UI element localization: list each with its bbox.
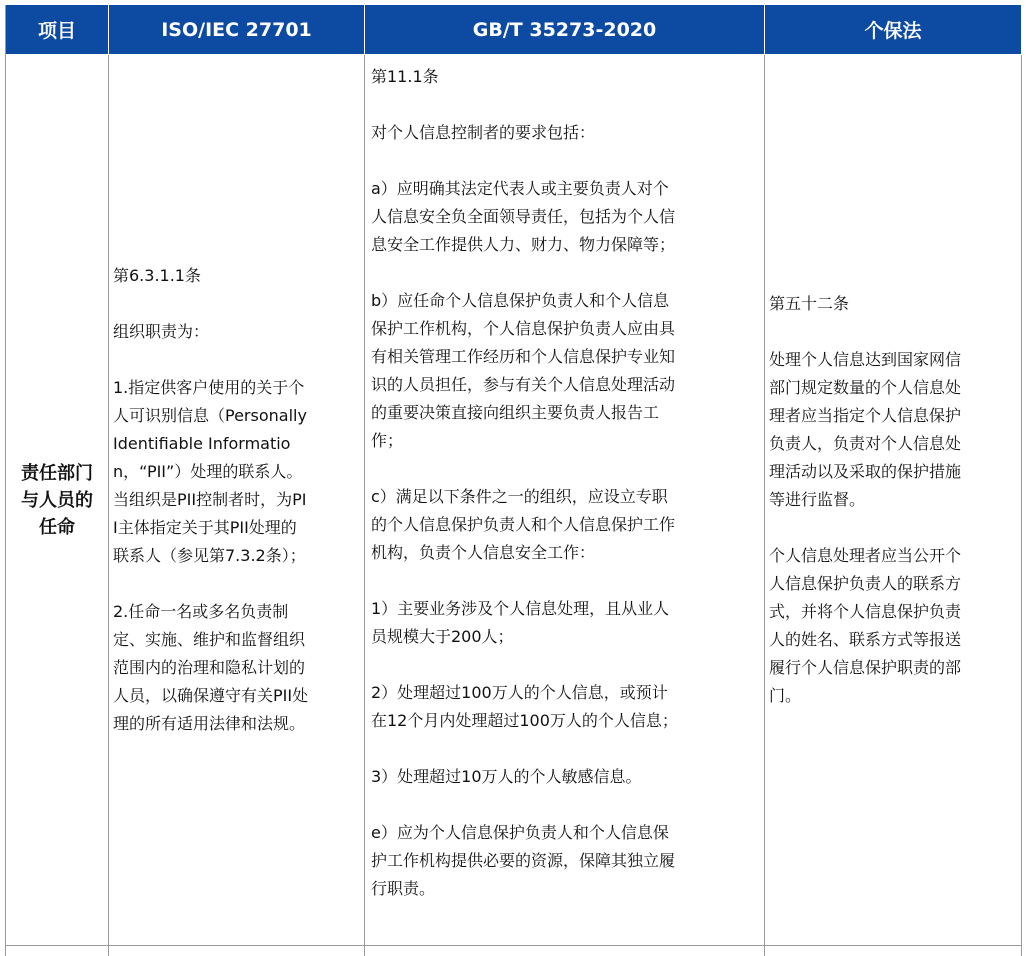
text-line: 护工作机构提供必要的资源，保障其独立履 <box>371 851 676 870</box>
iso-content <box>113 262 362 738</box>
text-line: 有相关管理工作经历和个人信息保护专业知 <box>371 347 676 366</box>
paragraph <box>371 763 758 791</box>
paragraph-gap <box>113 346 362 374</box>
paragraph-gap <box>371 259 758 287</box>
paragraph-gap <box>113 570 362 598</box>
text-line: 个人信息处理者应当公开个 <box>769 546 962 565</box>
text-line: 联系人（参见第7.3.2条）； <box>113 546 306 565</box>
next-row-edge <box>6 946 109 956</box>
text-line: 对个人信息控制者的要求包括： <box>371 123 596 142</box>
text-line: 第6.3.1.1条 <box>113 266 201 285</box>
text-line: c）满足以下条件之一的组织，应设立专职 <box>371 487 668 506</box>
text-line: 组织职责为： <box>113 322 210 341</box>
text-line: I主体指定关于其PII处理的 <box>113 518 297 537</box>
text-line: Identifiable Informatio <box>113 434 291 453</box>
header-iso-27701: ISO/IEC 27701 <box>109 5 365 55</box>
paragraph-gap <box>371 791 758 819</box>
paragraph-gap <box>371 567 758 595</box>
text-line: 定、实施、维护和监督组织 <box>113 630 306 649</box>
text-line: 2.任命一名或多名负责制 <box>113 602 289 621</box>
pipl-cell <box>765 55 1022 946</box>
text-line: 负责人，负责对个人信息处 <box>769 434 962 453</box>
paragraph <box>371 819 758 903</box>
text-line: 3）处理超过10万人的个人敏感信息。 <box>371 767 642 786</box>
paragraph-gap <box>371 147 758 175</box>
text-line: 2）处理超过100万人的个人信息，或预计 <box>371 683 668 702</box>
paragraph <box>371 63 758 91</box>
header-pipl: 个保法 <box>765 5 1022 55</box>
header-item: 项目 <box>6 5 109 55</box>
text-line: 息安全工作提供人力、财力、物力保障等； <box>371 235 676 254</box>
text-line: e）应为个人信息保护负责人和个人信息保 <box>371 823 669 842</box>
pipl-content <box>769 290 1013 710</box>
next-row-edge <box>365 946 765 956</box>
paragraph <box>769 542 1013 710</box>
text-line: 当组织是PII控制者时，为PI <box>113 490 307 509</box>
text-line: 1.指定供客户使用的关于个 <box>113 378 305 397</box>
paragraph-gap <box>371 91 758 119</box>
text-line: 部门规定数量的个人信息处 <box>769 378 962 397</box>
paragraph <box>113 374 362 570</box>
paragraph <box>371 679 758 735</box>
text-line: 理的所有适用法律和法规。 <box>113 714 306 733</box>
text-line: 式，并将个人信息保护负责 <box>769 602 962 621</box>
text-line: 等进行监督。 <box>769 490 866 509</box>
paragraph-gap <box>371 455 758 483</box>
paragraph <box>371 287 758 455</box>
text-line: 的重要决策直接向组织主要负责人报告工 <box>371 403 660 422</box>
paragraph-gap <box>113 290 362 318</box>
paragraph <box>371 119 758 147</box>
text-line: 第五十二条 <box>769 294 850 313</box>
text-line: 保护工作机构，个人信息保护负责人应由具 <box>371 319 676 338</box>
text-line: 作； <box>371 431 404 450</box>
text-line: 机构，负责个人信息安全工作： <box>371 543 596 562</box>
text-line: 行职责。 <box>371 879 436 898</box>
text-line: 人信息安全负全面领导责任，包括为个人信 <box>371 207 676 226</box>
text-line: 人的姓名、联系方式等报送 <box>769 630 962 649</box>
item-cell <box>6 55 109 946</box>
text-line: 处理个人信息达到国家网信 <box>769 350 962 369</box>
text-line: 范围内的治理和隐私计划的 <box>113 658 306 677</box>
paragraph <box>371 595 758 651</box>
gb-content <box>371 63 758 903</box>
text-line: 识的人员担任，参与有关个人信息处理活动 <box>371 375 676 394</box>
paragraph-gap <box>371 735 758 763</box>
text-line: 1）主要业务涉及个人信息处理，且从业人 <box>371 599 670 618</box>
header-gbt-35273: GB/T 35273-2020 <box>365 5 765 55</box>
paragraph-gap <box>371 651 758 679</box>
text-line: 履行个人信息保护职责的部 <box>769 658 962 677</box>
next-row-edge <box>109 946 365 956</box>
text-line: 的个人信息保护负责人和个人信息保护工作 <box>371 515 676 534</box>
text-line: 理活动以及采取的保护措施 <box>769 462 962 481</box>
item-label: 责任部门 与人员的 任命 <box>21 462 93 538</box>
text-line: a）应明确其法定代表人或主要负责人对个 <box>371 179 669 198</box>
text-line: 理者应当指定个人信息保护 <box>769 406 962 425</box>
text-line: n，“PII”）处理的联系人。 <box>113 462 303 481</box>
text-line: b）应任命个人信息保护负责人和个人信息 <box>371 291 670 310</box>
text-line: 门。 <box>769 686 802 705</box>
paragraph <box>113 598 362 738</box>
paragraph <box>113 262 362 290</box>
text-line: 人信息保护负责人的联系方 <box>769 574 962 593</box>
comparison-table <box>5 5 1022 956</box>
paragraph-gap <box>769 318 1013 346</box>
paragraph <box>769 346 1013 514</box>
text-line: 人员，以确保遵守有关PII处 <box>113 686 309 705</box>
paragraph <box>371 175 758 259</box>
iso-cell <box>109 55 365 946</box>
text-line: 员规模大于200人； <box>371 627 514 646</box>
paragraph-gap <box>769 514 1013 542</box>
text-line: 在12个月内处理超过100万人的个人信息； <box>371 711 678 730</box>
text-line: 第11.1条 <box>371 67 439 86</box>
paragraph <box>371 483 758 567</box>
text-line: 人可识别信息（Personally <box>113 406 307 425</box>
next-row-edge <box>765 946 1022 956</box>
gb-cell <box>365 55 765 946</box>
paragraph <box>113 318 362 346</box>
paragraph <box>769 290 1013 318</box>
